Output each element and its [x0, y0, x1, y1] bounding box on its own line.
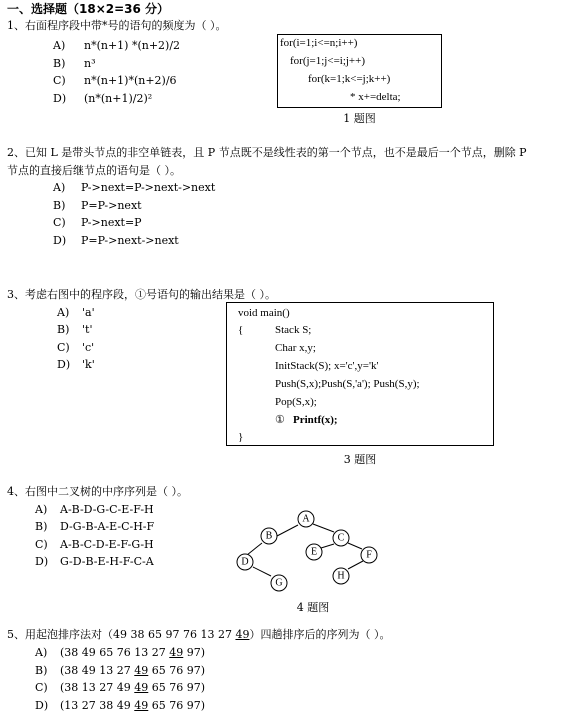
q1-option-a-text: n*(n+1) *(n+2)/2 [84, 39, 181, 52]
q2-option-d-text: P=P->next->next [81, 234, 179, 247]
tree-node-f-label: F [366, 549, 372, 561]
q2-option-c-text: P->next=P [81, 216, 142, 229]
q4-option-d-letter: D) [35, 555, 49, 568]
q5-option-d-post: 65 76 97) [148, 699, 206, 712]
q4-option-b-letter: B) [35, 520, 48, 533]
tree-node-d-label: D [241, 556, 249, 568]
q2-option-b-text: P=P->next [81, 199, 142, 212]
q5-option-b-letter: B) [35, 664, 48, 677]
q1-option-d-letter: D) [53, 92, 67, 105]
q5-option-c-pre: (38 13 27 49 [60, 681, 135, 694]
tree-node-a-label: A [302, 513, 310, 525]
q3-option-d-text: 'k' [82, 358, 95, 371]
q2-option-b-letter: B) [53, 199, 66, 212]
q5-option-b-ul: 49 [134, 664, 149, 677]
q2-option-a-text: P->next=P->next->next [81, 181, 216, 194]
q5-stem [7, 628, 390, 641]
tree-edge-d-g [253, 567, 271, 576]
q4-option-b-text: D-G-B-A-E-C-H-F [60, 520, 155, 533]
q5-option-a-ul: 49 [169, 646, 184, 659]
q3-stem: 3、考虑右图中的程序段，①号语句的输出结果是（ ）。 [7, 288, 276, 301]
q2-option-a-letter: A) [53, 181, 66, 194]
q1-code-line-3: for(k=1;k<=j;k++) [308, 73, 391, 85]
tree-edge-c-e [321, 544, 334, 548]
q5-option-c-ul: 49 [134, 681, 149, 694]
q3-code-line-4: Push(S,x);Push(S,'a'); Push(S,y); [275, 378, 420, 390]
q1-code-line-2: for(j=1;j<=i;j++) [290, 55, 366, 67]
q5-option-d-letter: D) [35, 699, 49, 712]
q1-stem: 1、右面程序段中带*号的语句的频度为（ ）。 [7, 19, 227, 32]
q3-figure-caption: 3 题图 [343, 453, 377, 466]
q5-option-d-pre: (13 27 38 49 [60, 699, 135, 712]
section-title: 一、选择题（18×2=36 分） [7, 2, 170, 16]
q4-option-c-text: A-B-C-D-E-F-G-H [60, 538, 154, 551]
q5-option-b-post: 65 76 97) [148, 664, 206, 677]
q5-option-b-text [60, 664, 205, 677]
q5-stem-prefix: 5、用起泡排序法对（49 38 65 97 76 13 27 [7, 628, 236, 641]
q5-option-c-text [60, 681, 205, 694]
q1-option-b-letter: B) [53, 57, 66, 70]
tree-edge-c-f [348, 543, 362, 549]
q3-option-a-letter: A) [57, 306, 70, 319]
q4-stem: 4、右图中二叉树的中序序列是（ ）。 [7, 485, 188, 498]
q5-option-a-pre: (38 49 65 76 13 27 [60, 646, 170, 659]
tree-node-b-label: B [265, 530, 273, 542]
q5-option-a-post: 97) [183, 646, 206, 659]
q5-option-a-letter: A) [35, 646, 48, 659]
q1-option-a-letter: A) [53, 39, 66, 52]
q4-option-c-letter: C) [35, 538, 48, 551]
q3-code-line-2: Char x,y; [275, 342, 316, 354]
q2-option-c-letter: C) [53, 216, 66, 229]
q1-option-c-letter: C) [53, 74, 66, 87]
q4-binary-tree [230, 505, 380, 597]
q3-code-line-3: InitStack(S); x='c',y='k' [275, 360, 379, 372]
q1-option-b-text: n³ [84, 57, 96, 70]
q4-option-a-letter: A) [35, 503, 48, 516]
q1-code-line-4: * x+=delta; [350, 91, 401, 103]
q5-option-d-text [60, 699, 205, 712]
tree-edge-a-c [313, 524, 334, 532]
tree-node-e-label: E [310, 546, 318, 558]
q3-option-b-text: 't' [82, 323, 93, 336]
tree-edge-a-b [277, 525, 298, 536]
q1-option-c-text: n*(n+1)*(n+2)/6 [84, 74, 177, 87]
q5-stem-suffix: ）四趟排序后的序列为（ ）。 [249, 628, 391, 641]
q3-code-header: void main() [238, 307, 290, 319]
q3-option-c-text: 'c' [82, 341, 95, 354]
tree-edge-f-h [348, 561, 363, 569]
q3-code-close-brace: } [238, 431, 244, 443]
q2-option-d-letter: D) [53, 234, 67, 247]
q2-stem-line-2: 节点的直接后继节点的语句是（ ）。 [7, 164, 181, 177]
q4-option-d-text: G-D-B-E-H-F-C-A [60, 555, 154, 568]
q1-figure-caption: 1 题图 [343, 112, 376, 125]
q1-code-line-1: for(i=1;i<=n;i++) [280, 37, 358, 49]
q3-code-box [226, 302, 494, 446]
q2-stem-line-1: 2、已知 L 是带头节点的非空单链表，且 P 节点既不是线性表的第一个节点，也不是最后一个节点，删除 P [7, 146, 527, 159]
q3-code-line-1: Stack S; [275, 324, 312, 336]
q3-option-c-letter: C) [57, 341, 70, 354]
q3-code-line-5: Pop(S,x); [275, 396, 317, 408]
tree-node-g-label: G [275, 577, 283, 589]
q5-option-b-pre: (38 49 13 27 [60, 664, 135, 677]
q3-option-d-letter: D) [57, 358, 71, 371]
q5-option-c-letter: C) [35, 681, 48, 694]
q3-code-open-brace: { [238, 324, 244, 336]
q3-code-printf: Printf(x); [293, 414, 338, 426]
q3-option-b-letter: B) [57, 323, 70, 336]
q1-code-box [277, 34, 442, 108]
tree-edge-b-d [247, 543, 262, 555]
q3-code-marker: ① [275, 414, 285, 426]
q3-option-a-text: 'a' [82, 306, 95, 319]
tree-node-h-label: H [337, 570, 345, 582]
tree-node-c-label: C [337, 532, 345, 544]
q5-option-d-ul: 49 [134, 699, 149, 712]
q5-stem-underlined: 49 [235, 628, 250, 641]
q5-option-c-post: 65 76 97) [148, 681, 206, 694]
q4-option-a-text: A-B-D-G-C-E-F-H [60, 503, 154, 516]
q5-option-a-text [60, 646, 205, 659]
q4-figure-caption: 4 题图 [296, 601, 330, 614]
q1-option-d-text: (n*(n+1)/2)² [84, 92, 153, 105]
